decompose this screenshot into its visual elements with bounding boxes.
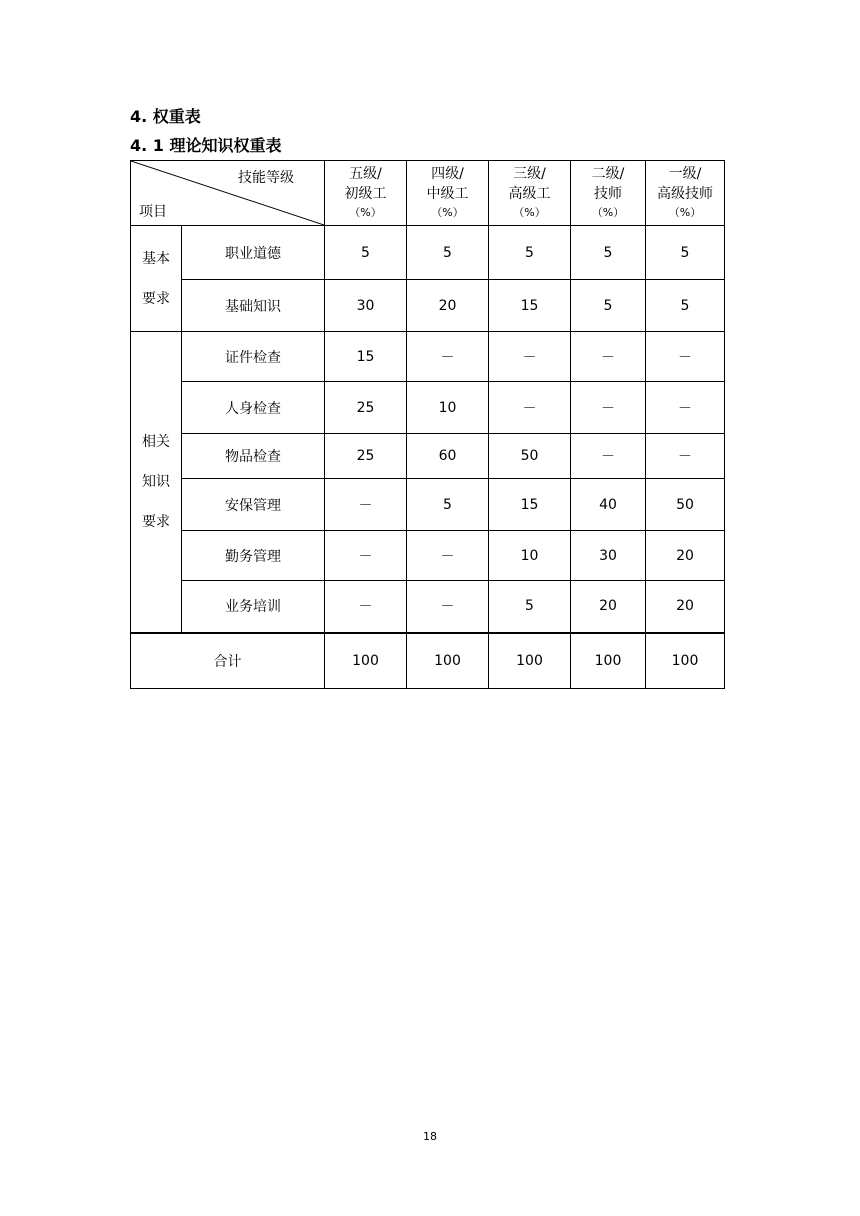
total-value: 100 <box>489 633 571 689</box>
table-row <box>131 479 725 531</box>
level-line2: 初级工 <box>344 186 387 202</box>
value-cell: 5 <box>571 280 646 332</box>
value-cell: 25 <box>325 434 407 479</box>
value-cell: 30 <box>571 531 646 581</box>
table-row <box>131 332 725 382</box>
group-label-line: 要求 <box>142 290 170 307</box>
value-cell: 30 <box>325 280 407 332</box>
level-header <box>571 161 646 226</box>
level-line1: 二级/ <box>591 166 625 182</box>
group-label-line: 知识 <box>142 473 170 490</box>
value-cell: 5 <box>571 226 646 280</box>
level-line2: 中级工 <box>426 186 469 202</box>
level-header <box>407 161 489 226</box>
level-line2: 高级技师 <box>657 186 713 202</box>
level-unit: （%） <box>668 206 702 219</box>
total-value: 100 <box>646 633 725 689</box>
value-cell: 5 <box>407 226 489 280</box>
value-cell: － <box>407 531 489 581</box>
item-label: 物品检查 <box>182 434 325 479</box>
level-unit: （%） <box>513 206 546 219</box>
table-row <box>131 581 725 633</box>
value-cell: － <box>646 382 725 434</box>
table-row <box>131 382 725 434</box>
value-cell: 60 <box>407 434 489 479</box>
level-unit: （%） <box>591 206 625 219</box>
header-row <box>131 161 725 226</box>
value-cell: 15 <box>489 280 571 332</box>
section-heading: 4. 权重表 <box>130 107 201 126</box>
value-cell: 20 <box>646 531 725 581</box>
level-line1: 三级/ <box>513 166 546 182</box>
value-cell: 10 <box>489 531 571 581</box>
value-cell: 25 <box>325 382 407 434</box>
value-cell: 15 <box>489 479 571 531</box>
item-label: 职业道德 <box>182 226 325 280</box>
level-header <box>325 161 407 226</box>
value-cell: 20 <box>407 280 489 332</box>
header-item: 项目 <box>139 204 167 220</box>
item-label: 人身检查 <box>182 382 325 434</box>
value-cell: 50 <box>646 479 725 531</box>
total-value: 100 <box>571 633 646 689</box>
table-row <box>131 531 725 581</box>
value-cell: 5 <box>489 581 571 633</box>
value-cell: 5 <box>646 280 725 332</box>
level-line1: 一级/ <box>668 166 702 182</box>
total-row <box>131 633 725 689</box>
level-header <box>489 161 571 226</box>
total-value: 100 <box>325 633 407 689</box>
level-line2: 技师 <box>594 186 622 202</box>
level-unit: （%） <box>349 206 382 219</box>
value-cell: － <box>325 479 407 531</box>
level-line1: 四级/ <box>431 166 464 182</box>
item-label: 业务培训 <box>182 581 325 633</box>
value-cell: 20 <box>646 581 725 633</box>
value-cell: 50 <box>489 434 571 479</box>
item-label: 证件检查 <box>182 332 325 382</box>
value-cell: 20 <box>571 581 646 633</box>
table-row <box>131 434 725 479</box>
page-number: 18 <box>423 1130 437 1143</box>
value-cell: － <box>407 581 489 633</box>
value-cell: 5 <box>325 226 407 280</box>
total-label: 合计 <box>131 633 325 689</box>
item-label: 安保管理 <box>182 479 325 531</box>
item-label: 勤务管理 <box>182 531 325 581</box>
table-row <box>131 280 725 332</box>
subsection-heading: 4. 1 理论知识权重表 <box>130 136 282 155</box>
group-label-line: 基本 <box>142 250 170 267</box>
value-cell: 5 <box>489 226 571 280</box>
group-label <box>131 332 182 633</box>
group-label-line: 相关 <box>142 433 170 450</box>
value-cell: － <box>646 434 725 479</box>
value-cell: 15 <box>325 332 407 382</box>
group-label <box>131 226 182 332</box>
value-cell: 40 <box>571 479 646 531</box>
value-cell: － <box>571 332 646 382</box>
level-line2: 高级工 <box>508 186 551 202</box>
value-cell: － <box>489 332 571 382</box>
value-cell: － <box>571 434 646 479</box>
value-cell: 10 <box>407 382 489 434</box>
level-header <box>646 161 725 226</box>
value-cell: － <box>571 382 646 434</box>
group-label-line: 要求 <box>142 513 170 530</box>
item-label: 基础知识 <box>182 280 325 332</box>
value-cell: － <box>646 332 725 382</box>
value-cell: － <box>325 581 407 633</box>
value-cell: － <box>325 531 407 581</box>
value-cell: 5 <box>646 226 725 280</box>
table-row <box>131 226 725 280</box>
value-cell: 5 <box>407 479 489 531</box>
level-line1: 五级/ <box>349 166 382 182</box>
value-cell: － <box>489 382 571 434</box>
total-value: 100 <box>407 633 489 689</box>
header-skill-level: 技能等级 <box>238 170 294 186</box>
weights-table <box>130 160 725 689</box>
diagonal-header-cell <box>131 161 325 226</box>
value-cell: － <box>407 332 489 382</box>
level-unit: （%） <box>431 206 464 219</box>
